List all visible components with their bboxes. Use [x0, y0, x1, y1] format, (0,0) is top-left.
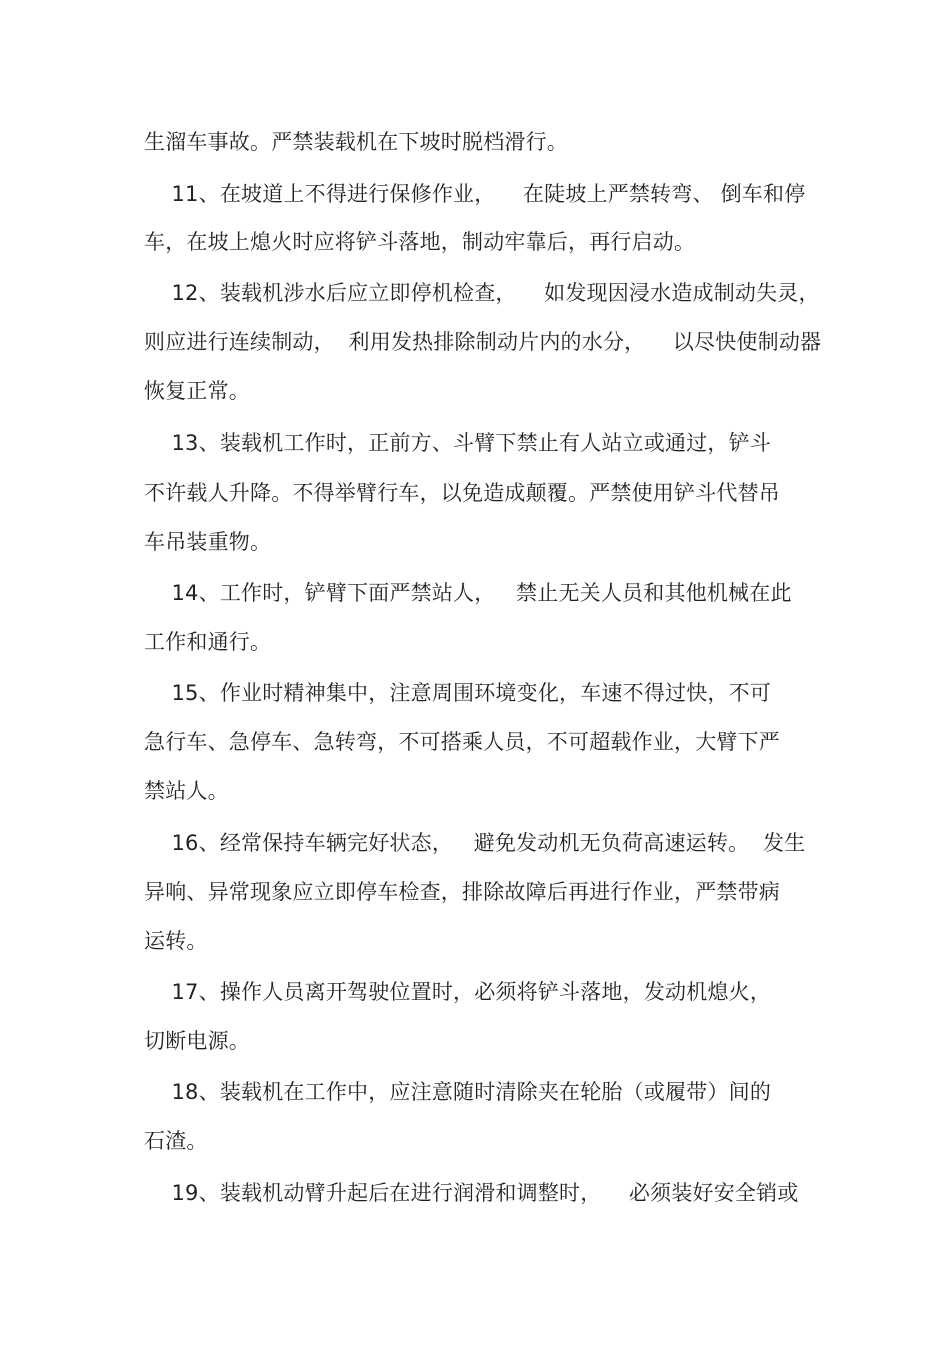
- text-line: 异响、异常现象应立即停车检查，排除故障后再进行作业，严禁带病: [144, 880, 780, 904]
- text-line: 不许载人升降。不得举臂行车，以免造成颠覆。严禁使用铲斗代替吊: [144, 481, 780, 505]
- text-line: 18、装载机在工作中，应注意随时清除夹在轮胎（或履带）间的: [144, 1080, 772, 1104]
- text-line: 则应进行连续制动， 利用发热排除制动片内的水分， 以尽快使制动器: [144, 330, 822, 354]
- text-line: 急行车、急停车、急转弯，不可搭乘人员，不可超载作业，大臂下严: [144, 730, 780, 754]
- text-line: 禁站人。: [144, 779, 229, 803]
- text-line: 16、经常保持车辆完好状态， 避免发动机无负荷高速运转。 发生: [144, 831, 806, 855]
- text-line: 车，在坡上熄火时应将铲斗落地，制动牢靠后，再行启动。: [144, 230, 696, 254]
- text-line: 工作和通行。: [144, 630, 272, 654]
- text-line: 19、装载机动臂升起后在进行润滑和调整时， 必须装好安全销或: [144, 1181, 799, 1205]
- text-line: 11、在坡道上不得进行保修作业， 在陡坡上严禁转弯、 倒车和停: [144, 182, 806, 206]
- text-line: 切断电源。: [144, 1029, 250, 1053]
- text-line: 车吊装重物。: [144, 530, 272, 554]
- text-line: 14、工作时，铲臂下面严禁站人， 禁止无关人员和其他机械在此: [144, 581, 792, 605]
- text-line: 生溜车事故。严禁装载机在下坡时脱档滑行。: [144, 130, 568, 154]
- text-line: 石渣。: [144, 1129, 208, 1153]
- text-line: 13、装载机工作时，正前方、斗臂下禁止有人站立或通过，铲斗: [144, 431, 772, 455]
- text-line: 恢复正常。: [144, 379, 250, 403]
- text-line: 15、作业时精神集中，注意周围环境变化，车速不得过快，不可: [144, 681, 772, 705]
- text-line: 12、装载机涉水后应立即停机检查， 如发现因浸水造成制动失灵，: [144, 281, 820, 305]
- text-line: 17、操作人员离开驾驶位置时，必须将铲斗落地，发动机熄火，: [144, 980, 772, 1004]
- text-line: 运转。: [144, 929, 208, 953]
